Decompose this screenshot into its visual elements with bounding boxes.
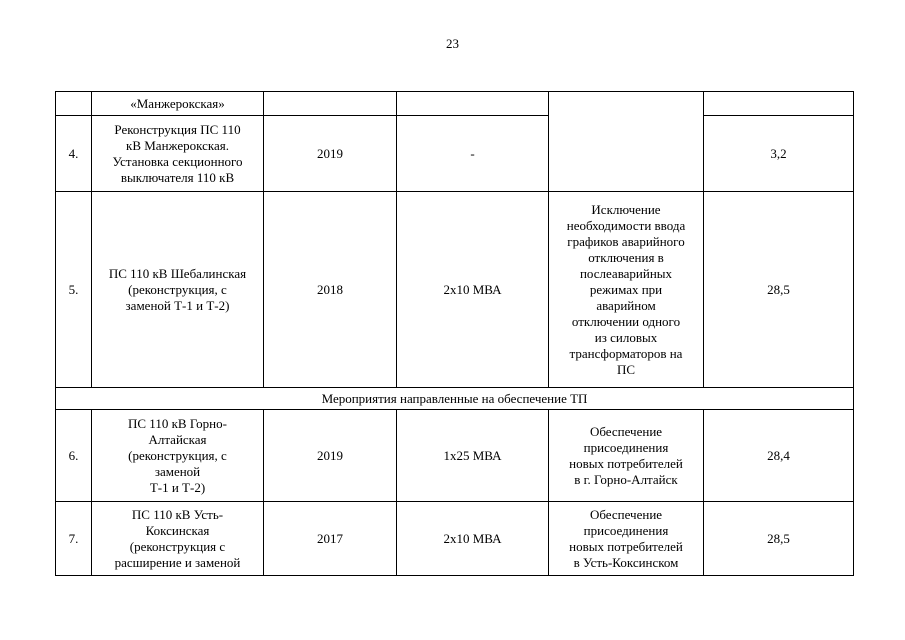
power-cell: 2х10 МВА bbox=[397, 502, 549, 576]
measures-table bbox=[55, 91, 854, 576]
purpose-cell: Исключение необходимости ввода графиков аварийного отключения в послеаварийных режимах при аварийном отключении одного из силовых трансформаторов на ПС bbox=[549, 192, 704, 388]
cost-cell: 28,5 bbox=[704, 502, 854, 576]
row-number-cell: 4. bbox=[56, 116, 92, 192]
year-cell: 2018 bbox=[264, 192, 397, 388]
page-number: 23 bbox=[446, 36, 459, 51]
object-name-cell: ПС 110 кВ Шебалинская (реконструкция, с заменой Т-1 и Т-2) bbox=[92, 192, 264, 388]
table-row bbox=[56, 192, 854, 388]
cost-cell bbox=[704, 92, 854, 116]
year-cell: 2019 bbox=[264, 116, 397, 192]
object-name-cell: «Манжерокская» bbox=[92, 92, 264, 116]
row-number-cell: 7. bbox=[56, 502, 92, 576]
section-header-row bbox=[56, 388, 854, 410]
row-number-cell bbox=[56, 92, 92, 116]
power-cell bbox=[397, 92, 549, 116]
table-row bbox=[56, 116, 854, 192]
section-header: Мероприятия направленные на обеспечение ТП bbox=[56, 388, 854, 410]
year-cell: 2017 bbox=[264, 502, 397, 576]
object-name-cell: ПС 110 кВ Усть- Коксинская (реконструкция с расширение и заменой bbox=[92, 502, 264, 576]
table-row bbox=[56, 92, 854, 116]
power-cell: - bbox=[397, 116, 549, 192]
year-cell: 2019 bbox=[264, 410, 397, 502]
object-name-cell: ПС 110 кВ Горно- Алтайская (реконструкция, с заменой Т-1 и Т-2) bbox=[92, 410, 264, 502]
cost-cell: 28,4 bbox=[704, 410, 854, 502]
table-row bbox=[56, 502, 854, 576]
row-number-cell: 6. bbox=[56, 410, 92, 502]
row-number-cell: 5. bbox=[56, 192, 92, 388]
table-row bbox=[56, 410, 854, 502]
purpose-cell: Обеспечение присоединения новых потребителей в Усть-Коксинском bbox=[549, 502, 704, 576]
cost-cell: 28,5 bbox=[704, 192, 854, 388]
purpose-cell bbox=[549, 92, 704, 192]
purpose-cell: Обеспечение присоединения новых потребителей в г. Горно-Алтайск bbox=[549, 410, 704, 502]
year-cell bbox=[264, 92, 397, 116]
power-cell: 2х10 МВА bbox=[397, 192, 549, 388]
power-cell: 1х25 МВА bbox=[397, 410, 549, 502]
cost-cell: 3,2 bbox=[704, 116, 854, 192]
object-name-cell: Реконструкция ПС 110 кВ Манжерокская. Установка секционного выключателя 110 кВ bbox=[92, 116, 264, 192]
